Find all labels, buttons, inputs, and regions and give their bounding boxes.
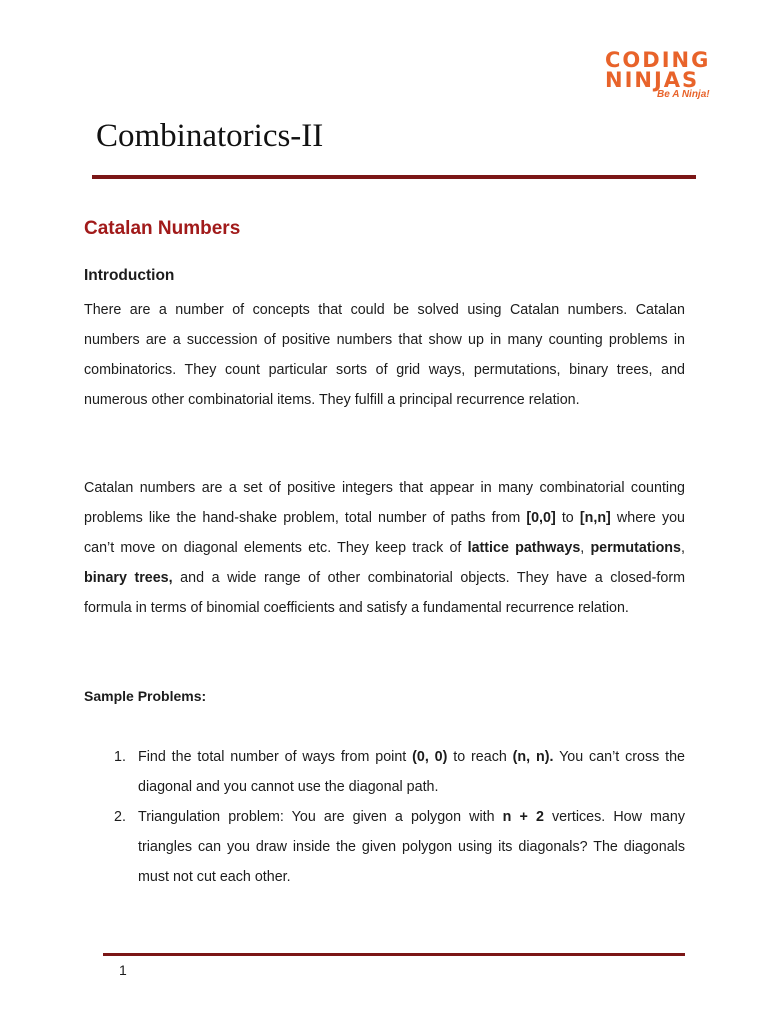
paragraph-bold: [0,0] xyxy=(526,510,556,526)
section-heading: Catalan Numbers xyxy=(84,218,241,239)
list-item-number: 1. xyxy=(114,749,126,765)
paragraph-bold: permutations xyxy=(590,540,681,556)
list-item-text: vertices. How many triangles can you draw inside the given polygon using its diagonals? The diagonals must not cut each other. xyxy=(138,809,685,885)
list-item xyxy=(84,802,685,892)
list-item-bold: (n, n). xyxy=(512,749,554,765)
list-item-bold: (0, 0) xyxy=(412,749,448,765)
logo-tagline: Be A Ninja! xyxy=(657,89,710,100)
paragraph-text: , xyxy=(580,540,591,556)
paragraph-text: to xyxy=(555,510,580,526)
sample-problems-list xyxy=(84,742,685,892)
list-item xyxy=(84,742,685,802)
logo-line-1-text: CODING xyxy=(605,48,711,72)
logo-line-2 xyxy=(605,70,725,90)
coding-ninjas-logo xyxy=(605,50,725,104)
paragraph-text: Catalan numbers are a set of positive integers that appear in many combinatorial counting problems like the hand-shake problem, total number of paths from xyxy=(84,480,685,526)
list-item-number: 2. xyxy=(114,809,126,825)
list-item-text: You can’t cross the diagonal and you cannot use the diagonal path. xyxy=(138,749,685,795)
document-title: Combinatorics-II xyxy=(96,118,324,154)
title-divider xyxy=(92,175,696,179)
intro-heading: Introduction xyxy=(84,267,175,284)
logo-line-1 xyxy=(605,50,725,70)
list-item-text: Find the total number of ways from point xyxy=(138,749,413,765)
sample-problems-heading: Sample Problems: xyxy=(84,688,207,704)
page-number: 1 xyxy=(119,962,127,978)
paragraph-bold: lattice pathways xyxy=(467,540,581,556)
paragraph-bold: binary trees, xyxy=(84,570,173,586)
intro-paragraph: There are a number of concepts that could be solved using Catalan numbers. Catalan numbers are a succession of positive numbers that show up in many counting problems in combinatorics. They count particular sorts of grid ways, permutations, binary trees, and numerous other combinatorial items. They fulfill a principal recurrence relation. xyxy=(84,302,685,408)
list-item-text: Triangulation problem: You are given a polygon with xyxy=(138,809,503,825)
logo-line-2-text: NINJAS xyxy=(605,68,700,92)
list-item-text: to reach xyxy=(447,749,513,765)
catalan-paragraph xyxy=(84,473,685,623)
paragraph-text: and a wide range of other combinatorial objects. They have a closed-form formula in terms of binomial coefficients and satisfy a fundamental recurrence relation. xyxy=(84,570,685,616)
paragraph-bold: [n,n] xyxy=(579,510,611,526)
list-item-bold: n + 2 xyxy=(502,809,544,825)
footer-divider xyxy=(103,953,685,956)
paragraph-text: , xyxy=(681,540,685,556)
paragraph-text: where you can’t move on diagonal elements etc. They keep track of xyxy=(84,510,685,556)
